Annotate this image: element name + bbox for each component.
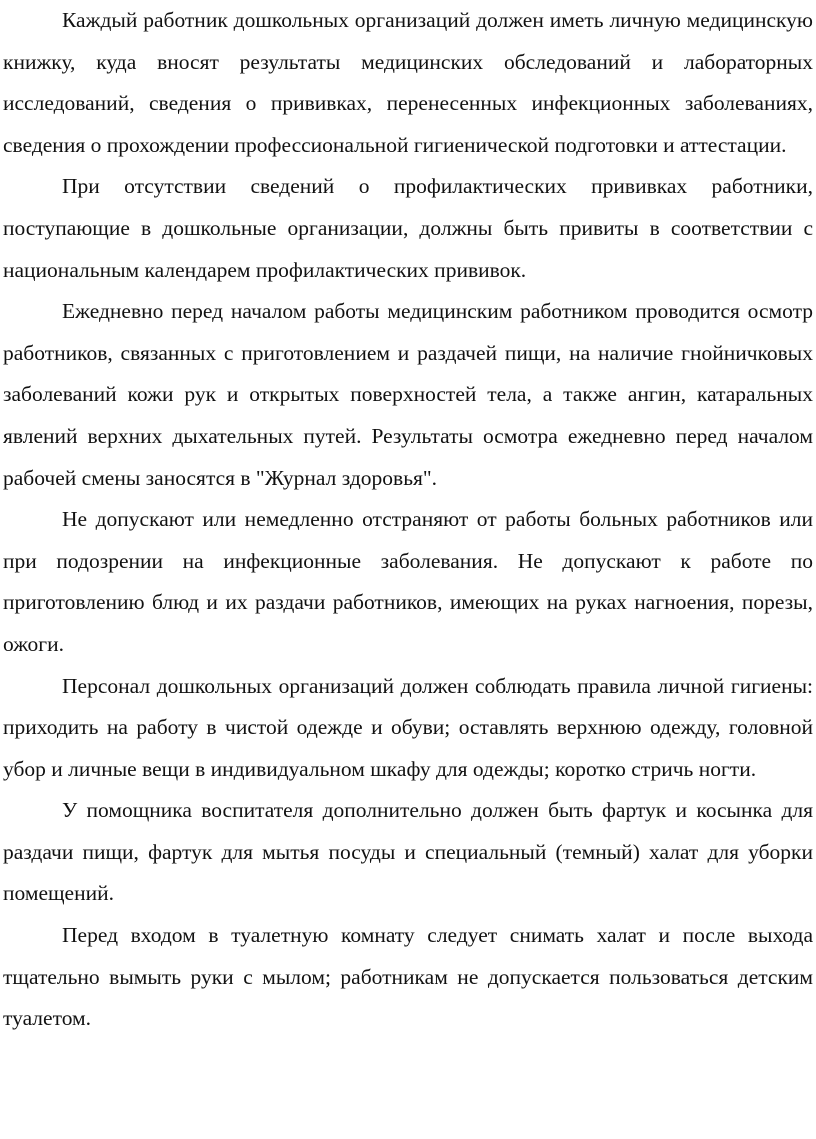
- paragraph-work-suspension: Не допускают или немедленно отстраняют от работы больных работников или при подозрении на инфекционные заболевания. Не допускают к работе по приготовлению блюд и их раздачи работников, имеющих на руках нагноения, порезы, ожоги.: [3, 507, 813, 656]
- paragraph-vaccinations: При отсутствии сведений о профилактических прививках работники, поступающие в дошкольные организации, должны быть привиты в соответствии с национальным календарем профилактических прививок.: [3, 174, 813, 282]
- paragraph-medical-book: Каждый работник дошкольных организаций должен иметь личную медицинскую книжку, куда вносят результаты медицинских обследований и лабораторных исследований, сведения о прививках, перенесенных инфекционных заболеваниях, сведения о прохождении профессиональной гигиенической подготовки и аттестации.: [3, 8, 813, 157]
- paragraph-personal-hygiene: Персонал дошкольных организаций должен соблюдать правила личной гигиены: приходить на работу в чистой одежде и обуви; оставлять верхнюю одежду, головной убор и личные вещи в индивидуальном шкафу для одежды; коротко стричь ногти.: [3, 673, 813, 781]
- paragraph-assistant-clothing: У помощника воспитателя дополнительно должен быть фартук и косынка для раздачи пищи, фартук для мытья посуды и специальный (темный) халат для уборки помещений.: [3, 798, 813, 906]
- paragraph-daily-inspection: Ежедневно перед началом работы медицинским работником проводится осмотр работников, связанных с приготовлением и раздачей пищи, на наличие гнойничковых заболеваний кожи рук и открытых поверхностей тела, а также ангин, катаральных явлений верхних дыхательных путей. Результаты осмотра ежедневно перед началом рабочей смены заносятся в "Журнал здоровья".: [3, 299, 813, 490]
- document-page: [3, 0, 813, 1040]
- paragraph-toilet-rules: Перед входом в туалетную комнату следует снимать халат и после выхода тщательно вымыть руки с мылом; работникам не допускается пользоваться детским туалетом.: [3, 923, 813, 1031]
